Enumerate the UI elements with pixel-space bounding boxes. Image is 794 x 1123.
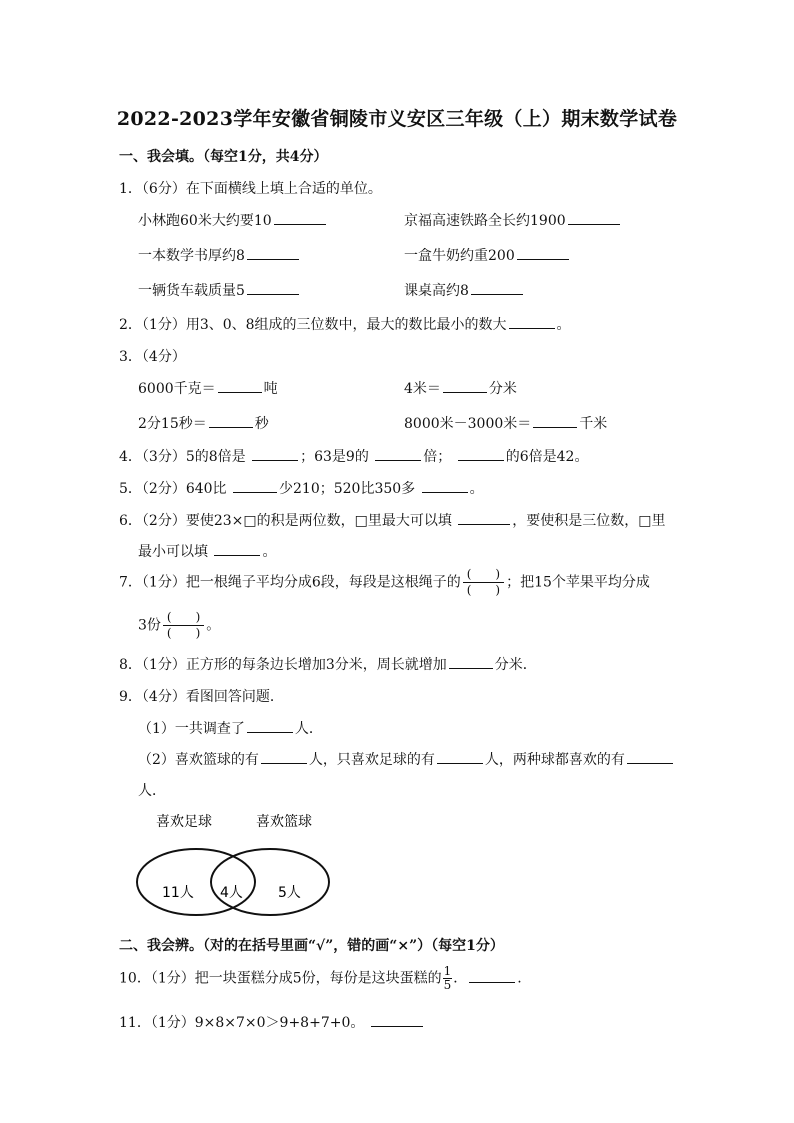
venn-right-only: 5人 [278, 885, 301, 901]
q4: 4．（3分）5的8倍是 ；63是9的 倍； 的6倍是42。 [119, 449, 589, 465]
q9-blank-1[interactable] [247, 719, 293, 733]
q5: 5．（2分）640比 少210；520比350多 。 [119, 481, 484, 497]
q1-blank-3[interactable] [247, 246, 299, 260]
q6-line-2: 最小可以填 。 [138, 544, 277, 560]
q1-blank-5[interactable] [247, 281, 299, 295]
q3-c-blank[interactable] [209, 414, 253, 428]
q7-line-2: 3份 $\frac{( )}{( )}$ 。 [138, 610, 221, 640]
q4-blank-1[interactable] [252, 447, 298, 461]
q11: 11．（1分）9×8×7×0＞9+8+7+0。 [119, 1012, 425, 1032]
q1-item-5: 一辆货车载质量5 [138, 280, 301, 300]
q7-line-1: 7．（1分）把一根绳子平均分成6段，每段是这根绳子的 $\frac{( )}{( )}$ ；把15个苹果平均分成 [119, 567, 650, 597]
q5-blank-1[interactable] [233, 479, 277, 493]
page-title: 2022-2023学年安徽省铜陵市义安区三年级（上）期末数学试卷 [116, 108, 678, 130]
q9-blank-2[interactable] [261, 750, 307, 764]
q8: 8．（1分）正方形的每条边长增加3分米，周长就增加 分米． [119, 657, 537, 673]
q4-blank-2[interactable] [375, 447, 421, 461]
q8-blank[interactable] [449, 655, 493, 669]
section-1-heading: 一、我会填。（每空1分，共4分） [119, 149, 328, 165]
q3-c: 2分15秒＝ 秒 [138, 416, 269, 432]
q1-item-6: 课桌高约8 [404, 280, 525, 300]
q1-blank-6[interactable] [471, 281, 523, 295]
q9-stem: 9．（4分）看图回答问题． [119, 689, 284, 705]
venn-label-basketball: 喜欢篮球 [256, 814, 312, 830]
q6-line-1: 6．（2分）要使23×□的积是两位数，□里最大可以填 ，要使积是三位数，□里 [119, 513, 666, 529]
venn-circle-basketball [211, 849, 329, 915]
q3-a-blank[interactable] [218, 379, 262, 393]
q9-sub-2: （2）喜欢篮球的有 人，只喜欢足球的有 人，两种球都喜欢的有 [138, 749, 675, 769]
venn-diagram [136, 808, 336, 920]
q9-blank-4[interactable] [627, 750, 673, 764]
q9-sub-1: （1）一共调查了 人． [138, 721, 323, 737]
section-2-heading: 二、我会辨。（对的在括号里画“√”，错的画“×”）（每空1分） [119, 938, 504, 954]
q2: 2．（1分）用3、0、8组成的三位数中，最大的数比最小的数大 。 [119, 317, 571, 333]
q3-b: 4米＝ 分米 [404, 381, 517, 397]
q6-blank-1[interactable] [458, 511, 510, 525]
venn-both: 4人 [220, 885, 243, 901]
q3-b-blank[interactable] [443, 379, 487, 393]
q9-blank-3[interactable] [437, 750, 483, 764]
venn-circle-football [137, 849, 255, 915]
q1-stem: 1．（6分）在下面横线上填上合适的单位。 [119, 181, 382, 197]
q3-stem: 3．（4分） [119, 349, 186, 365]
q1-blank-2[interactable] [568, 211, 620, 225]
q10-fraction: $\frac{1}{5}$ [443, 964, 452, 992]
q2-blank[interactable] [509, 315, 555, 329]
venn-left-only: 11人 [162, 885, 194, 901]
q6-blank-2[interactable] [214, 542, 260, 556]
q11-blank[interactable] [371, 1013, 423, 1027]
q1-item-3: 一本数学书厚约8 [138, 245, 301, 265]
q1-item-1: 小林跑60米大约要10 [138, 210, 328, 230]
q7-fraction-2[interactable]: $\frac{( )}{( )}$ [163, 610, 204, 641]
q10: 10．（1分）把一块蛋糕分成5份，每份是这块蛋糕的 $\frac{1}{5}$ ． . [119, 964, 522, 992]
q9-sub-2-end: 人． [138, 783, 166, 799]
q4-blank-3[interactable] [458, 447, 504, 461]
q1-blank-4[interactable] [517, 246, 569, 260]
q7-fraction-1[interactable]: $\frac{( )}{( )}$ [463, 567, 504, 598]
q10-blank[interactable] [469, 969, 515, 983]
venn-label-football: 喜欢足球 [156, 814, 212, 830]
q3-d-blank[interactable] [533, 414, 577, 428]
q1-blank-1[interactable] [274, 211, 326, 225]
q1-item-4: 一盒牛奶约重200 [404, 245, 571, 265]
q3-d: 8000米－3000米＝ 千米 [404, 416, 608, 432]
q3-a: 6000千克＝ 吨 [138, 381, 278, 397]
q1-item-2: 京福高速铁路全长约1900 [404, 210, 622, 230]
q5-blank-2[interactable] [422, 479, 468, 493]
